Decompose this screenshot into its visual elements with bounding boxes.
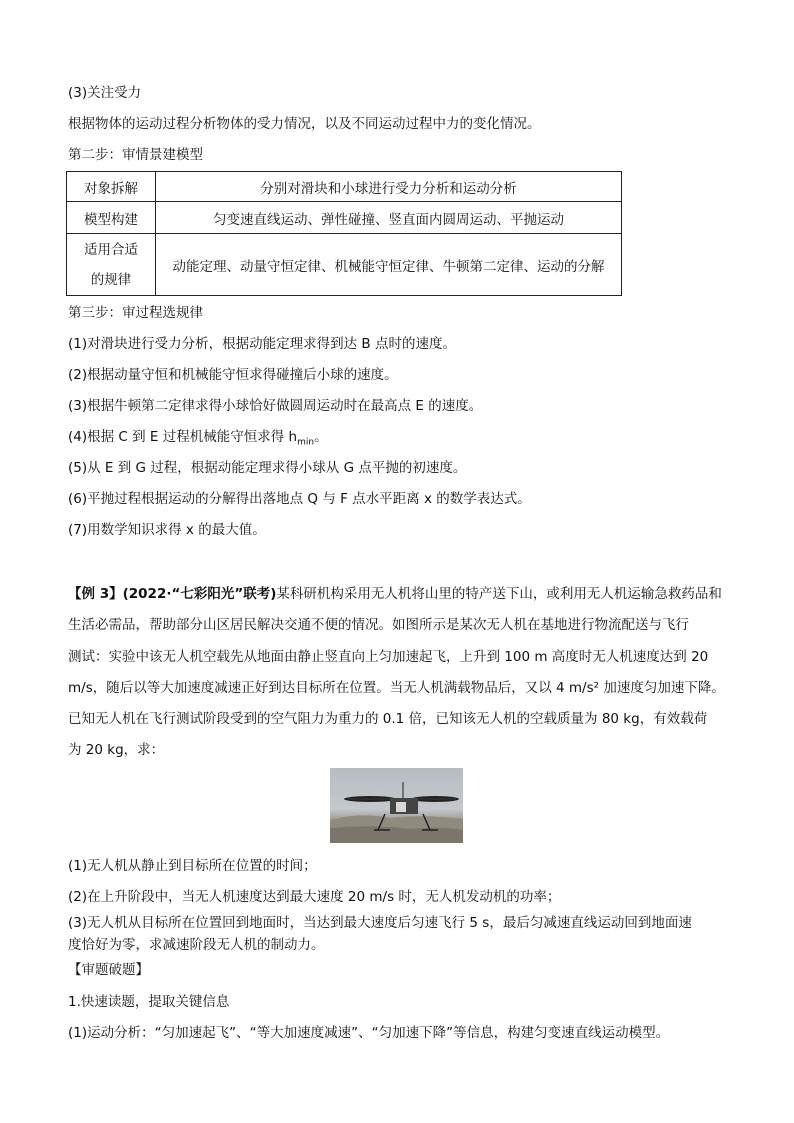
step-item: (3)根据牛顿第二定律求得小球恰好做圆周运动时在最高点 E 的速度。 [68,398,483,414]
analysis-motion: (1)运动分析：“匀加速起飞”、“等大加速度减速”、“匀加速下降”等信息，构建匀变速直线运动模型。 [68,1025,670,1041]
table-key: 对象拆解 [67,172,156,202]
step4-suffix: 。 [314,429,328,445]
question-3-line-2: 度恰好为零，求减速阶段无人机的制动力。 [68,937,325,953]
step-item: (2)根据动量守恒和机械能守恒求得碰撞后小球的速度。 [68,367,398,383]
table-key [67,234,156,296]
example-label: 【例 3】 [68,586,123,602]
drone-illustration [330,768,463,843]
drone-photo [330,768,463,843]
example-line-3: 测试：实验中该无人机空载先从地面由静止竖直向上匀加速起飞，上升到 100 m 高度时无人机速度达到 20 [68,649,709,665]
example-line-4: m/s，随后以等大加速度减速正好到达目标所在位置。当无人机满载物品后，又以 4 m/s² 加速度匀加速下降。 [68,680,725,696]
table-row [67,202,622,234]
table-value: 动能定理、动量守恒定律、机械能守恒定律、牛顿第二定律、运动的分解 [156,234,622,296]
table-value: 分别对滑块和小球进行受力分析和运动分析 [156,172,622,202]
example-source: (2022·“七彩阳光”联考) [122,586,277,602]
table-value: 匀变速直线运动、弹性碰撞、竖直面内圆周运动、平抛运动 [156,202,622,234]
table-key-line2: 的规律 [90,271,132,288]
model-table [66,171,622,296]
step2-title: 第二步：审情景建模型 [68,147,203,163]
example-line-2: 生活必需品，帮助部分山区居民解决交通不便的情况。如图所示是某次无人机在基地进行物流配送与飞行 [68,617,689,633]
analysis-title: 【审题破题】 [68,962,149,978]
step-item: (7)用数学知识求得 x 的最大值。 [68,522,266,538]
example-line-5: 已知无人机在飞行测试阶段受到的空气阻力为重力的 0.1 倍，已知该无人机的空载质量为 80 kg，有效载荷 [68,711,708,727]
step3-title: 第三步：审过程选规律 [68,305,203,321]
question-1: (1)无人机从静止到目标所在位置的时间； [68,858,317,874]
step4-prefix: (4)根据 C 到 E 过程机械能守恒求得 h [68,429,298,445]
question-3-line-1: (3)无人机从目标所在位置回到地面时，当达到最大速度后匀速飞行 5 s，最后匀减速直线运动回到地面速 [68,915,692,931]
table-key-line1: 适用合适 [84,241,138,258]
example-line-6: 为 20 kg，求： [68,742,165,758]
step-item: (6)平抛过程根据运动的分解得出落地点 Q 与 F 点水平距离 x 的数学表达式。 [68,491,531,507]
analysis-step-1: 1.快速读题，提取关键信息 [68,994,230,1010]
table-row [67,234,622,296]
step-item: (5)从 E 到 G 过程，根据动能定理求得小球从 G 点平抛的初速度。 [68,460,467,476]
step-item-4 [68,428,328,452]
example-text: 某科研机构采用无人机将山里的特产送下山，或利用无人机运输急救药品和 [276,586,722,602]
step-item: (1)对滑块进行受力分析，根据动能定理求得到达 B 点时的速度。 [68,336,456,352]
example-line-1 [68,585,722,603]
table-key: 模型构建 [67,202,156,234]
sec3-heading: (3)关注受力 [68,85,142,101]
table-row [67,172,622,202]
question-2: (2)在上升阶段中，当无人机速度达到最大速度 20 m/s 时，无人机发动机的功率； [68,889,561,905]
sec3-text: 根据物体的运动过程分析物体的受力情况，以及不同运动过程中力的变化情况。 [68,116,541,132]
step4-sub: min [297,437,315,448]
